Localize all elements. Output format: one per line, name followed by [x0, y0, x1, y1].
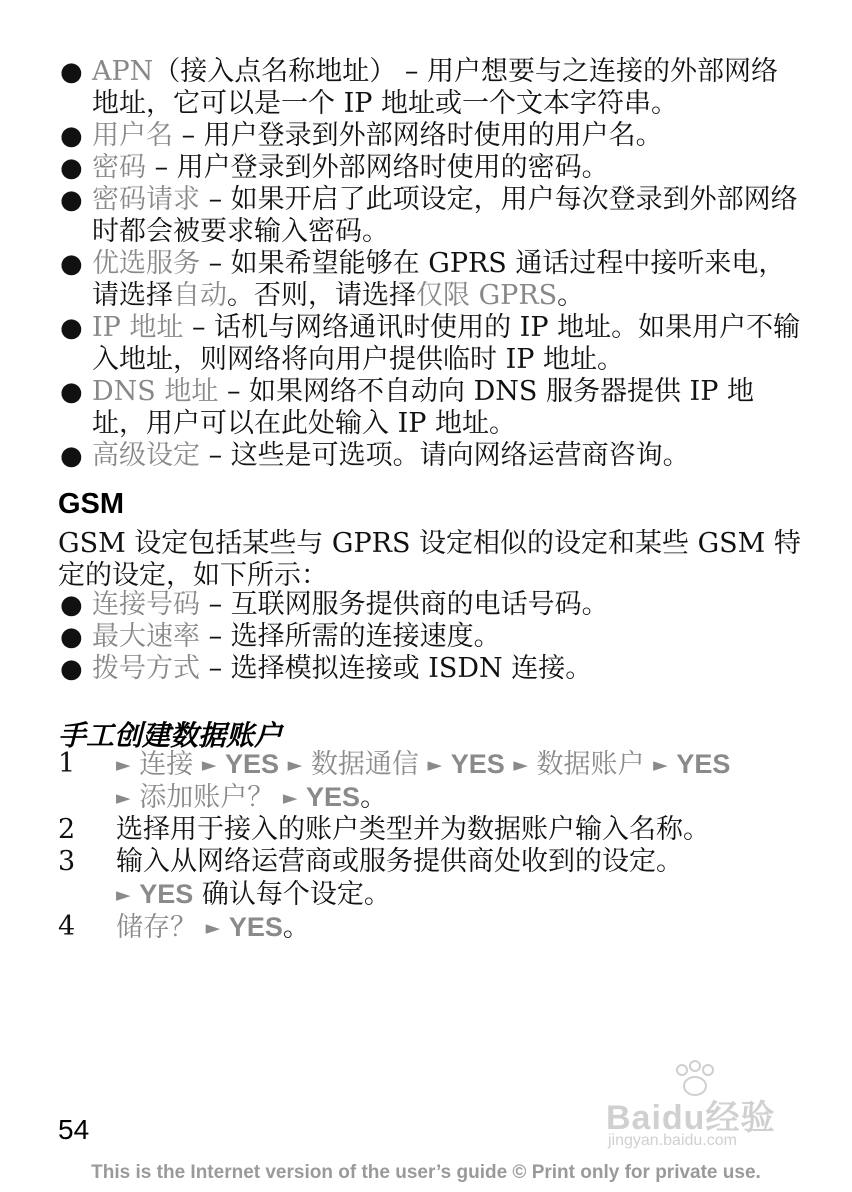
- step-number: 1: [58, 748, 76, 779]
- yes-key: YES: [139, 879, 194, 909]
- menu-path-item: 连接: [139, 749, 194, 780]
- yes-key: YES: [306, 782, 361, 812]
- setting-desc: – 这些是可选项。请向网络运营商咨询。: [200, 440, 690, 471]
- yes-key: YES: [450, 749, 505, 779]
- setting-desc: – 如果开启了此项设定，用户每次登录到外部网络时都会被要求输入密码。: [92, 184, 798, 247]
- gsm-settings-list: [58, 589, 803, 685]
- step-item: [58, 846, 818, 911]
- arrow-right-icon: ►: [205, 917, 221, 939]
- step-text: 确认每个设定。: [193, 879, 391, 910]
- yes-key: YES: [228, 912, 283, 942]
- menu-path-item: 数据账户: [536, 749, 645, 780]
- page-number: 54: [58, 1114, 90, 1145]
- setting-desc-mid: 。否则，请选择: [227, 280, 416, 311]
- yes-key: YES: [676, 749, 731, 779]
- list-item: ● 密码 – 用户登录到外部网络时使用的密码。: [60, 152, 609, 183]
- step-text: 输入从网络运营商或服务提供商处收到的设定。: [116, 846, 683, 877]
- setting-desc: （接入点名称地址） – 用户想要与之连接的外部网络地址，它可以是一个 IP 地址或一个文本字符串。: [92, 56, 778, 119]
- list-item: ● 拨号方式 – 选择模拟连接或 ISDN 连接。: [60, 653, 593, 684]
- menu-path-item: 添加账户？: [139, 782, 275, 813]
- footer-note: This is the Internet version of the user’s guide © Print only for private use.: [91, 1162, 761, 1183]
- step-text: 选择用于接入的账户类型并为数据账户输入名称。: [116, 814, 710, 845]
- setting-term: IP 地址: [92, 312, 184, 343]
- setting-desc-end: 。: [557, 280, 585, 311]
- step-item: [58, 814, 818, 846]
- step-number: 3: [58, 846, 76, 877]
- step-item: [58, 748, 818, 814]
- setting-term: 密码请求: [92, 184, 200, 215]
- manual-steps-list: [58, 748, 818, 944]
- list-item: ● DNS 地址 – 如果网络不自动向 DNS 服务器提供 IP 地址，用户可以在此处输入 IP 地址。: [60, 376, 754, 439]
- arrow-right-icon: ►: [116, 787, 131, 809]
- setting-desc: – 选择所需的连接速度。: [200, 621, 501, 652]
- option-gprs-only: 仅限 GPRS: [416, 280, 558, 311]
- watermark-url: jingyan.baidu.com: [608, 1132, 737, 1149]
- list-item: ● 连接号码 – 互联网服务提供商的电话号码。: [60, 589, 609, 620]
- setting-desc: – 选择模拟连接或 ISDN 连接。: [200, 653, 593, 684]
- list-item: ● 优选服务 – 如果希望能够在 GPRS 通话过程中接听来电，请选择自动。否则，请选择仅限 GPRS。: [60, 248, 786, 311]
- arrow-right-icon: ►: [287, 754, 303, 776]
- setting-desc: – 用户登录到外部网络时使用的用户名。: [173, 120, 663, 151]
- setting-desc: – 用户登录到外部网络时使用的密码。: [146, 152, 609, 183]
- list-item: ● APN（接入点名称地址） – 用户想要与之连接的外部网络地址，它可以是一个 IP 地址或一个文本字符串。: [60, 56, 778, 119]
- arrow-right-icon: ►: [201, 754, 217, 776]
- yes-key: YES: [225, 749, 280, 779]
- setting-term: DNS 地址: [92, 376, 219, 407]
- menu-path-item: 数据通信: [310, 749, 419, 780]
- option-auto: 自动: [173, 280, 227, 311]
- step-item: [58, 911, 818, 944]
- arrow-right-icon: ►: [427, 754, 443, 776]
- list-item: ● 最大速率 – 选择所需的连接速度。: [60, 621, 501, 652]
- setting-desc: – 话机与网络通讯时使用的 IP 地址。如果用户不输入地址，则网络将向用户提供临时 IP 地址。: [92, 312, 801, 375]
- list-item: ● IP 地址 – 话机与网络通讯时使用的 IP 地址。如果用户不输入地址，则网络将向用户提供临时 IP 地址。: [60, 312, 801, 375]
- setting-term: 优选服务: [92, 248, 200, 279]
- step-end: 。: [282, 912, 310, 943]
- setting-desc: – 如果网络不自动向 DNS 服务器提供 IP 地址，用户可以在此处输入 IP 地址。: [92, 376, 754, 439]
- list-item: ● 用户名 – 用户登录到外部网络时使用的用户名。: [60, 120, 663, 151]
- arrow-right-icon: ►: [282, 787, 298, 809]
- menu-path-item: 储存？: [116, 912, 197, 943]
- step-number: 2: [58, 814, 76, 845]
- section-heading-manual: 手工创建数据账户: [58, 720, 283, 751]
- setting-desc: – 如果希望能够在 GPRS 通话过程中接听来电，请选择: [92, 248, 786, 311]
- setting-term: 用户名: [92, 120, 173, 151]
- setting-term: APN: [92, 56, 154, 87]
- step-end: 。: [360, 782, 388, 813]
- gsm-intro-text: GSM 设定包括某些与 GPRS 设定相似的设定和某些 GSM 特定的设定，如下所示：: [58, 528, 801, 591]
- setting-term: 最大速率: [92, 621, 200, 652]
- setting-term: 拨号方式: [92, 653, 200, 684]
- setting-term: 高级设定: [92, 440, 200, 471]
- arrow-right-icon: ►: [513, 754, 528, 776]
- setting-desc: – 互联网服务提供商的电话号码。: [200, 589, 609, 620]
- list-item: ● 高级设定 – 这些是可选项。请向网络运营商咨询。: [60, 440, 690, 471]
- baidu-watermark: [598, 1060, 808, 1160]
- arrow-right-icon: ►: [116, 884, 131, 906]
- arrow-right-icon: ►: [116, 754, 131, 776]
- arrow-right-icon: ►: [653, 754, 668, 776]
- setting-term: 密码: [92, 152, 146, 183]
- gprs-settings-list: [58, 56, 803, 472]
- step-number: 4: [58, 911, 76, 942]
- section-heading-gsm: GSM: [58, 488, 125, 520]
- list-item: ● 密码请求 – 如果开启了此项设定，用户每次登录到外部网络时都会被要求输入密码。: [60, 184, 798, 247]
- watermark-text: Baidu经验: [606, 1099, 776, 1137]
- setting-term: 连接号码: [92, 589, 200, 620]
